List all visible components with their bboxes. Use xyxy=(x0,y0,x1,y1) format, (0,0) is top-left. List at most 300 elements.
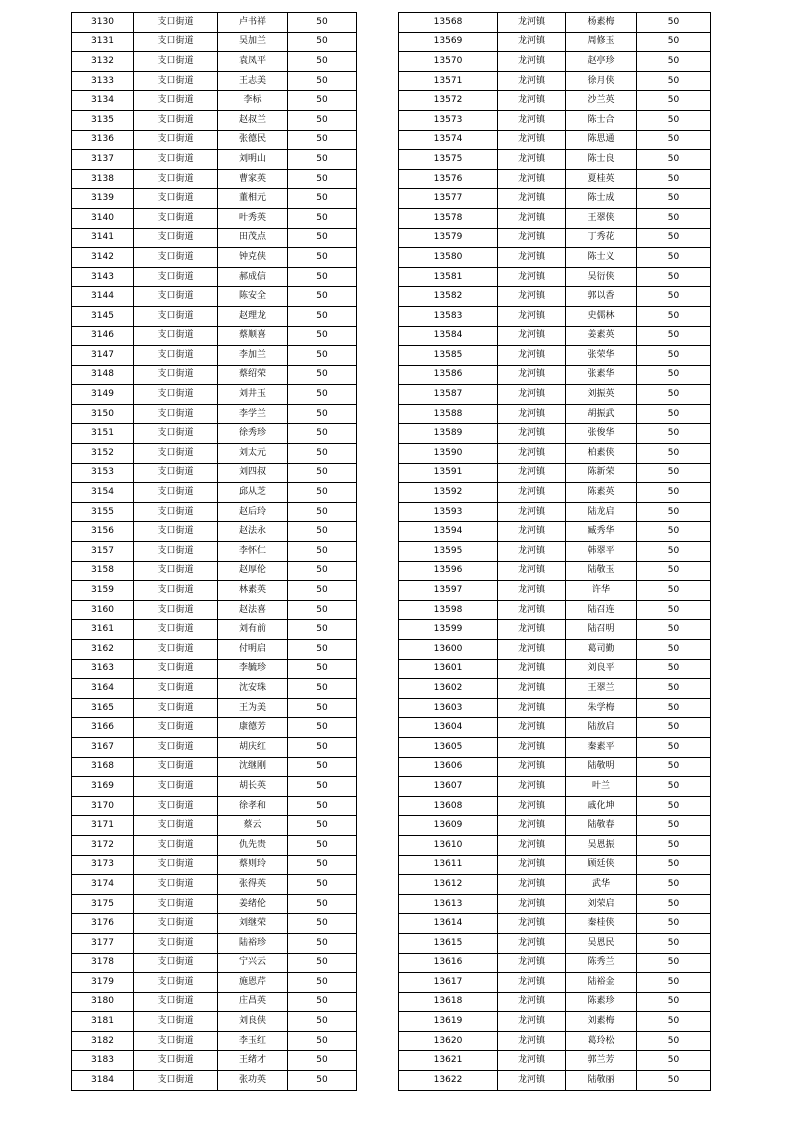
cell-name: 刘明山 xyxy=(218,150,288,170)
cell-town: 支口街道 xyxy=(134,620,218,640)
table-row xyxy=(399,992,711,1012)
table-row xyxy=(399,561,711,581)
cell-amount: 50 xyxy=(288,346,357,366)
cell-id: 13578 xyxy=(399,208,498,228)
cell-town: 支口街道 xyxy=(134,600,218,620)
cell-name: 葛司勤 xyxy=(566,640,637,660)
cell-town: 龙河镇 xyxy=(498,52,566,72)
cell-id: 13582 xyxy=(399,287,498,307)
table-row xyxy=(399,796,711,816)
cell-name: 顾廷侠 xyxy=(566,855,637,875)
cell-name: 曹家英 xyxy=(218,169,288,189)
cell-town: 支口街道 xyxy=(134,169,218,189)
cell-town: 支口街道 xyxy=(134,894,218,914)
cell-id: 13595 xyxy=(399,542,498,562)
cell-id: 13608 xyxy=(399,796,498,816)
cell-id: 3184 xyxy=(72,1071,134,1091)
cell-name: 陈素珍 xyxy=(566,992,637,1012)
table-row xyxy=(399,404,711,424)
table-row xyxy=(399,483,711,503)
table-row xyxy=(72,32,357,52)
cell-id: 3166 xyxy=(72,718,134,738)
cell-amount: 50 xyxy=(288,875,357,895)
cell-id: 3172 xyxy=(72,835,134,855)
cell-name: 钟克侠 xyxy=(218,248,288,268)
cell-name: 仇先贵 xyxy=(218,835,288,855)
cell-town: 支口街道 xyxy=(134,796,218,816)
cell-amount: 50 xyxy=(637,542,711,562)
cell-id: 3156 xyxy=(72,522,134,542)
cell-id: 3168 xyxy=(72,757,134,777)
cell-town: 支口街道 xyxy=(134,52,218,72)
roster-table-left xyxy=(71,12,357,1091)
table-row xyxy=(72,424,357,444)
cell-id: 3170 xyxy=(72,796,134,816)
cell-name: 徐秀珍 xyxy=(218,424,288,444)
cell-amount: 50 xyxy=(637,1012,711,1032)
cell-name: 卢书祥 xyxy=(218,13,288,33)
cell-amount: 50 xyxy=(288,561,357,581)
cell-amount: 50 xyxy=(637,953,711,973)
cell-id: 13596 xyxy=(399,561,498,581)
cell-name: 沈安珠 xyxy=(218,679,288,699)
table-row xyxy=(399,659,711,679)
cell-town: 支口街道 xyxy=(134,346,218,366)
cell-town: 支口街道 xyxy=(134,444,218,464)
cell-amount: 50 xyxy=(637,32,711,52)
table-row xyxy=(72,835,357,855)
cell-amount: 50 xyxy=(637,365,711,385)
cell-id: 13580 xyxy=(399,248,498,268)
cell-amount: 50 xyxy=(637,502,711,522)
table-row xyxy=(72,679,357,699)
table-row xyxy=(72,463,357,483)
table-row xyxy=(399,640,711,660)
cell-town: 龙河镇 xyxy=(498,110,566,130)
table-row xyxy=(72,346,357,366)
table-row xyxy=(399,718,711,738)
cell-id: 3136 xyxy=(72,130,134,150)
table-row xyxy=(72,267,357,287)
cell-amount: 50 xyxy=(288,1031,357,1051)
cell-name: 刘良侠 xyxy=(218,1012,288,1032)
table-row xyxy=(72,600,357,620)
cell-name: 赵理龙 xyxy=(218,306,288,326)
table-row xyxy=(72,816,357,836)
table-row xyxy=(72,620,357,640)
cell-town: 支口街道 xyxy=(134,659,218,679)
cell-town: 支口街道 xyxy=(134,150,218,170)
cell-id: 3142 xyxy=(72,248,134,268)
cell-name: 王志美 xyxy=(218,71,288,91)
cell-id: 3146 xyxy=(72,326,134,346)
cell-amount: 50 xyxy=(637,306,711,326)
cell-name: 李标 xyxy=(218,91,288,111)
cell-amount: 50 xyxy=(288,522,357,542)
cell-town: 龙河镇 xyxy=(498,679,566,699)
table-row xyxy=(72,640,357,660)
cell-name: 陈士义 xyxy=(566,248,637,268)
cell-id: 13581 xyxy=(399,267,498,287)
cell-town: 支口街道 xyxy=(134,953,218,973)
cell-town: 支口街道 xyxy=(134,463,218,483)
cell-id: 13585 xyxy=(399,346,498,366)
cell-amount: 50 xyxy=(288,13,357,33)
table-row xyxy=(399,757,711,777)
cell-town: 龙河镇 xyxy=(498,973,566,993)
cell-town: 龙河镇 xyxy=(498,581,566,601)
cell-town: 龙河镇 xyxy=(498,248,566,268)
cell-town: 龙河镇 xyxy=(498,777,566,797)
cell-amount: 50 xyxy=(288,914,357,934)
roster-table-right-body xyxy=(399,13,711,1091)
table-row xyxy=(72,542,357,562)
table-row xyxy=(72,1051,357,1071)
cell-name: 张素华 xyxy=(566,365,637,385)
cell-town: 龙河镇 xyxy=(498,326,566,346)
cell-name: 袁凤平 xyxy=(218,52,288,72)
table-row xyxy=(72,992,357,1012)
table-row xyxy=(72,796,357,816)
cell-town: 龙河镇 xyxy=(498,816,566,836)
cell-town: 支口街道 xyxy=(134,110,218,130)
cell-id: 3130 xyxy=(72,13,134,33)
cell-name: 陆裕珍 xyxy=(218,933,288,953)
table-row xyxy=(72,894,357,914)
cell-name: 陆召明 xyxy=(566,620,637,640)
cell-id: 3162 xyxy=(72,640,134,660)
cell-name: 陈新荣 xyxy=(566,463,637,483)
table-row xyxy=(399,444,711,464)
cell-amount: 50 xyxy=(637,973,711,993)
table-row xyxy=(72,189,357,209)
cell-town: 龙河镇 xyxy=(498,463,566,483)
cell-id: 13619 xyxy=(399,1012,498,1032)
cell-name: 刘振英 xyxy=(566,385,637,405)
cell-name: 蔡云 xyxy=(218,816,288,836)
cell-id: 13601 xyxy=(399,659,498,679)
table-row xyxy=(399,698,711,718)
cell-amount: 50 xyxy=(288,444,357,464)
cell-name: 赵厚伦 xyxy=(218,561,288,581)
cell-amount: 50 xyxy=(288,32,357,52)
cell-town: 龙河镇 xyxy=(498,542,566,562)
cell-id: 13597 xyxy=(399,581,498,601)
cell-id: 3143 xyxy=(72,267,134,287)
table-row xyxy=(399,816,711,836)
cell-name: 庄昌英 xyxy=(218,992,288,1012)
cell-name: 赵法永 xyxy=(218,522,288,542)
cell-name: 付明启 xyxy=(218,640,288,660)
cell-town: 龙河镇 xyxy=(498,71,566,91)
cell-amount: 50 xyxy=(637,640,711,660)
cell-amount: 50 xyxy=(288,189,357,209)
cell-name: 李学兰 xyxy=(218,404,288,424)
cell-id: 3152 xyxy=(72,444,134,464)
cell-amount: 50 xyxy=(637,228,711,248)
cell-name: 徐孝和 xyxy=(218,796,288,816)
cell-name: 臧秀华 xyxy=(566,522,637,542)
cell-amount: 50 xyxy=(288,1071,357,1091)
cell-town: 龙河镇 xyxy=(498,130,566,150)
cell-name: 周修玉 xyxy=(566,32,637,52)
cell-id: 3169 xyxy=(72,777,134,797)
cell-town: 龙河镇 xyxy=(498,189,566,209)
cell-id: 3138 xyxy=(72,169,134,189)
cell-town: 龙河镇 xyxy=(498,561,566,581)
cell-id: 3173 xyxy=(72,855,134,875)
cell-amount: 50 xyxy=(637,150,711,170)
roster-table-left-body xyxy=(72,13,357,1091)
cell-id: 3132 xyxy=(72,52,134,72)
cell-name: 徐月侠 xyxy=(566,71,637,91)
cell-name: 蔡绍荣 xyxy=(218,365,288,385)
cell-amount: 50 xyxy=(288,385,357,405)
cell-town: 支口街道 xyxy=(134,914,218,934)
cell-amount: 50 xyxy=(637,71,711,91)
table-row xyxy=(399,91,711,111)
table-row xyxy=(399,189,711,209)
cell-name: 葛玲松 xyxy=(566,1031,637,1051)
cell-id: 3163 xyxy=(72,659,134,679)
cell-amount: 50 xyxy=(288,953,357,973)
cell-amount: 50 xyxy=(288,835,357,855)
cell-name: 李玉红 xyxy=(218,1031,288,1051)
cell-id: 3183 xyxy=(72,1051,134,1071)
cell-id: 3175 xyxy=(72,894,134,914)
cell-town: 龙河镇 xyxy=(498,287,566,307)
cell-id: 13577 xyxy=(399,189,498,209)
cell-town: 龙河镇 xyxy=(498,91,566,111)
cell-amount: 50 xyxy=(288,640,357,660)
cell-name: 陈秀兰 xyxy=(566,953,637,973)
cell-town: 支口街道 xyxy=(134,855,218,875)
table-row xyxy=(399,953,711,973)
table-row xyxy=(399,777,711,797)
cell-id: 13575 xyxy=(399,150,498,170)
table-row xyxy=(399,130,711,150)
table-row xyxy=(72,659,357,679)
cell-name: 康德芳 xyxy=(218,718,288,738)
table-row xyxy=(72,777,357,797)
cell-amount: 50 xyxy=(637,1051,711,1071)
cell-amount: 50 xyxy=(288,248,357,268)
cell-town: 龙河镇 xyxy=(498,208,566,228)
table-row xyxy=(72,718,357,738)
cell-amount: 50 xyxy=(288,483,357,503)
cell-amount: 50 xyxy=(288,287,357,307)
cell-town: 龙河镇 xyxy=(498,267,566,287)
cell-town: 支口街道 xyxy=(134,13,218,33)
cell-amount: 50 xyxy=(637,52,711,72)
table-row xyxy=(72,953,357,973)
cell-amount: 50 xyxy=(637,483,711,503)
cell-amount: 50 xyxy=(288,894,357,914)
table-row xyxy=(72,914,357,934)
table-row xyxy=(399,679,711,699)
cell-id: 13613 xyxy=(399,894,498,914)
table-row xyxy=(399,110,711,130)
cell-town: 支口街道 xyxy=(134,189,218,209)
cell-town: 龙河镇 xyxy=(498,953,566,973)
cell-town: 支口街道 xyxy=(134,287,218,307)
cell-name: 叶秀英 xyxy=(218,208,288,228)
cell-name: 郭兰芳 xyxy=(566,1051,637,1071)
table-row xyxy=(72,483,357,503)
cell-amount: 50 xyxy=(637,169,711,189)
cell-name: 吴恩振 xyxy=(566,835,637,855)
cell-id: 3147 xyxy=(72,346,134,366)
cell-name: 韩翠平 xyxy=(566,542,637,562)
cell-name: 陈士合 xyxy=(566,110,637,130)
cell-town: 龙河镇 xyxy=(498,894,566,914)
cell-amount: 50 xyxy=(637,346,711,366)
cell-name: 武华 xyxy=(566,875,637,895)
cell-town: 龙河镇 xyxy=(498,718,566,738)
cell-id: 13583 xyxy=(399,306,498,326)
cell-name: 林素英 xyxy=(218,581,288,601)
cell-name: 郝成信 xyxy=(218,267,288,287)
cell-id: 3171 xyxy=(72,816,134,836)
cell-amount: 50 xyxy=(637,522,711,542)
cell-name: 郭以香 xyxy=(566,287,637,307)
table-row xyxy=(72,110,357,130)
cell-amount: 50 xyxy=(288,620,357,640)
cell-name: 陈安全 xyxy=(218,287,288,307)
cell-id: 13606 xyxy=(399,757,498,777)
cell-town: 龙河镇 xyxy=(498,228,566,248)
cell-town: 龙河镇 xyxy=(498,659,566,679)
cell-amount: 50 xyxy=(637,659,711,679)
cell-town: 龙河镇 xyxy=(498,424,566,444)
cell-id: 13593 xyxy=(399,502,498,522)
cell-id: 13614 xyxy=(399,914,498,934)
cell-town: 支口街道 xyxy=(134,404,218,424)
table-row xyxy=(72,169,357,189)
table-row xyxy=(399,1031,711,1051)
cell-town: 龙河镇 xyxy=(498,640,566,660)
cell-town: 支口街道 xyxy=(134,561,218,581)
cell-id: 3164 xyxy=(72,679,134,699)
cell-town: 龙河镇 xyxy=(498,698,566,718)
cell-id: 3176 xyxy=(72,914,134,934)
cell-id: 13611 xyxy=(399,855,498,875)
cell-id: 3165 xyxy=(72,698,134,718)
cell-name: 赵亭珍 xyxy=(566,52,637,72)
cell-name: 沈继刚 xyxy=(218,757,288,777)
cell-id: 3180 xyxy=(72,992,134,1012)
cell-amount: 50 xyxy=(637,835,711,855)
cell-id: 13590 xyxy=(399,444,498,464)
cell-name: 宁兴云 xyxy=(218,953,288,973)
cell-town: 支口街道 xyxy=(134,130,218,150)
cell-amount: 50 xyxy=(637,718,711,738)
cell-name: 陈思通 xyxy=(566,130,637,150)
cell-name: 吴加兰 xyxy=(218,32,288,52)
table-row xyxy=(399,248,711,268)
cell-amount: 50 xyxy=(288,306,357,326)
table-row xyxy=(72,973,357,993)
cell-name: 陆龙启 xyxy=(566,502,637,522)
cell-name: 丁秀花 xyxy=(566,228,637,248)
cell-town: 支口街道 xyxy=(134,71,218,91)
cell-id: 13605 xyxy=(399,737,498,757)
cell-amount: 50 xyxy=(288,91,357,111)
cell-town: 龙河镇 xyxy=(498,600,566,620)
cell-name: 姜素英 xyxy=(566,326,637,346)
table-row xyxy=(399,737,711,757)
table-row xyxy=(399,52,711,72)
table-row xyxy=(72,737,357,757)
cell-town: 支口街道 xyxy=(134,816,218,836)
table-row xyxy=(72,52,357,72)
table-row xyxy=(399,169,711,189)
cell-amount: 50 xyxy=(637,463,711,483)
cell-name: 刘荣启 xyxy=(566,894,637,914)
cell-id: 13579 xyxy=(399,228,498,248)
table-row xyxy=(72,287,357,307)
table-row xyxy=(72,91,357,111)
cell-id: 13618 xyxy=(399,992,498,1012)
cell-id: 3181 xyxy=(72,1012,134,1032)
cell-town: 支口街道 xyxy=(134,228,218,248)
cell-amount: 50 xyxy=(637,620,711,640)
cell-amount: 50 xyxy=(637,737,711,757)
cell-amount: 50 xyxy=(637,855,711,875)
cell-name: 王为美 xyxy=(218,698,288,718)
cell-amount: 50 xyxy=(288,698,357,718)
cell-amount: 50 xyxy=(288,777,357,797)
cell-name: 李怀仁 xyxy=(218,542,288,562)
cell-id: 3141 xyxy=(72,228,134,248)
cell-town: 龙河镇 xyxy=(498,32,566,52)
cell-town: 龙河镇 xyxy=(498,992,566,1012)
cell-town: 支口街道 xyxy=(134,698,218,718)
cell-id: 3155 xyxy=(72,502,134,522)
cell-id: 3131 xyxy=(72,32,134,52)
cell-town: 支口街道 xyxy=(134,542,218,562)
cell-name: 吴恩民 xyxy=(566,933,637,953)
cell-amount: 50 xyxy=(288,424,357,444)
cell-town: 龙河镇 xyxy=(498,757,566,777)
cell-id: 13616 xyxy=(399,953,498,973)
table-row xyxy=(72,698,357,718)
cell-name: 赵叔兰 xyxy=(218,110,288,130)
cell-town: 龙河镇 xyxy=(498,620,566,640)
cell-amount: 50 xyxy=(637,110,711,130)
cell-id: 13571 xyxy=(399,71,498,91)
cell-name: 刘良平 xyxy=(566,659,637,679)
table-row xyxy=(72,130,357,150)
cell-name: 施恩芹 xyxy=(218,973,288,993)
cell-id: 13572 xyxy=(399,91,498,111)
cell-town: 支口街道 xyxy=(134,777,218,797)
cell-town: 龙河镇 xyxy=(498,385,566,405)
cell-town: 支口街道 xyxy=(134,1051,218,1071)
cell-amount: 50 xyxy=(288,718,357,738)
cell-id: 13603 xyxy=(399,698,498,718)
cell-id: 3135 xyxy=(72,110,134,130)
table-row xyxy=(399,855,711,875)
cell-name: 邱从芝 xyxy=(218,483,288,503)
cell-town: 龙河镇 xyxy=(498,796,566,816)
cell-id: 13599 xyxy=(399,620,498,640)
cell-amount: 50 xyxy=(288,600,357,620)
table-row xyxy=(399,365,711,385)
cell-town: 龙河镇 xyxy=(498,933,566,953)
cell-town: 龙河镇 xyxy=(498,1012,566,1032)
cell-amount: 50 xyxy=(637,208,711,228)
